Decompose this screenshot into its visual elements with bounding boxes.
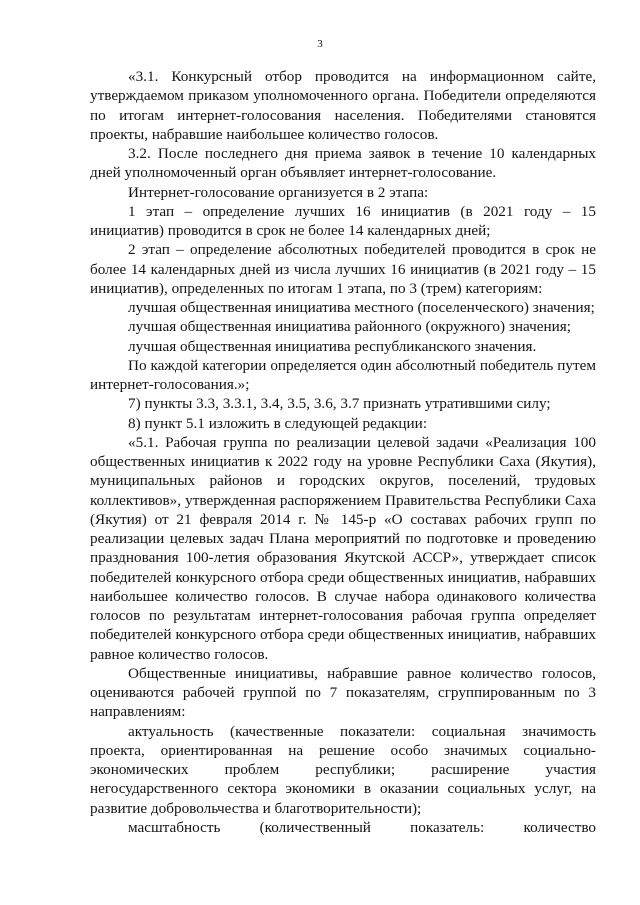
paragraph-item-7: 7) пункты 3.3, 3.3.1, 3.4, 3.5, 3.6, 3.7 признать утратившими силу;	[128, 395, 551, 413]
paragraph-voting-stages: Интернет-голосование организуется в 2 этапа:	[128, 183, 429, 201]
paragraph-equal-votes: Общественные инициативы, набравшие равное количество голосов, оцениваются рабочей группой по 7 показателям, сгруппированным по 3 направлениям:	[90, 664, 596, 721]
paragraph-category-republic: лучшая общественная инициатива республиканского значения.	[128, 337, 537, 355]
paragraph-category-district: лучшая общественная инициатива районного (окружного) значения;	[128, 318, 571, 336]
paragraph-5-1: «5.1. Рабочая группа по реализации целевой задачи «Реализация 100 общественных инициатив к 2022 году на уровне Республики Саха (Якутия), муниципальных районов и городских округов, поселений, трудовых коллективов», утвержденная распоряжением Правительства Республики Саха (Якутия) от 21 февраля 2014 г. № 145-р «О составах рабочих групп по реализации целевых задач Плана мероприятий по подготовке и проведению празднования 100-летия образования Якутской АССР», утверждает список победителей конкурсного отбора среди общественных инициатив, набравших наибольшее количество голосов. В случае набора одинакового количества голосов по результатам интернет-голосования рабочая группа определяет победителей конкурсного отбора среди общественных инициатив, набравших равное количество голосов.	[90, 433, 596, 663]
paragraph-category-local: лучшая общественная инициатива местного (поселенческого) значения;	[128, 299, 595, 316]
document-body	[90, 67, 596, 837]
paragraph-relevance: актуальность (качественные показатели: социальная значимость проекта, ориентированная на решение особо значимых социально-экономических проблем республики; расширение участия негосударственного сектора экономики в оказании социальных услуг, на развитие добровольчества и благотворительности);	[90, 722, 596, 817]
paragraph-item-8: 8) пункт 5.1 изложить в следующей редакции:	[128, 414, 428, 432]
paragraph-winner: По каждой категории определяется один абсолютный победитель путем интернет-голосования.»;	[90, 356, 596, 393]
paragraph-scale: масштабность (количественный показатель: количество	[128, 818, 596, 836]
paragraph-stage-1: 1 этап – определение лучших 16 инициатив (в 2021 году – 15 инициатив) проводится в срок не более 14 календарных дней;	[90, 202, 596, 239]
page-number: 3	[317, 38, 323, 50]
paragraph-stage-2: 2 этап – определение абсолютных победителей проводится в срок не более 14 календарных дней из числа лучших 16 инициатив (в 2021 году – 15 инициатив), определенных по итогам 1 этапа, по 3 (трем) категориям:	[90, 241, 596, 297]
paragraph-3-1: «3.1. Конкурсный отбор проводится на информационном сайте, утверждаемом приказом уполномоченного органа. Победители определяются по итогам интернет-голосования населения. Победителями становятся проекты, набравшие наибольшее количество голосов.	[90, 68, 596, 143]
paragraph-3-2: 3.2. После последнего дня приема заявок в течение 10 календарных дней уполномоченный орган объявляет интернет-голосование.	[90, 145, 596, 182]
